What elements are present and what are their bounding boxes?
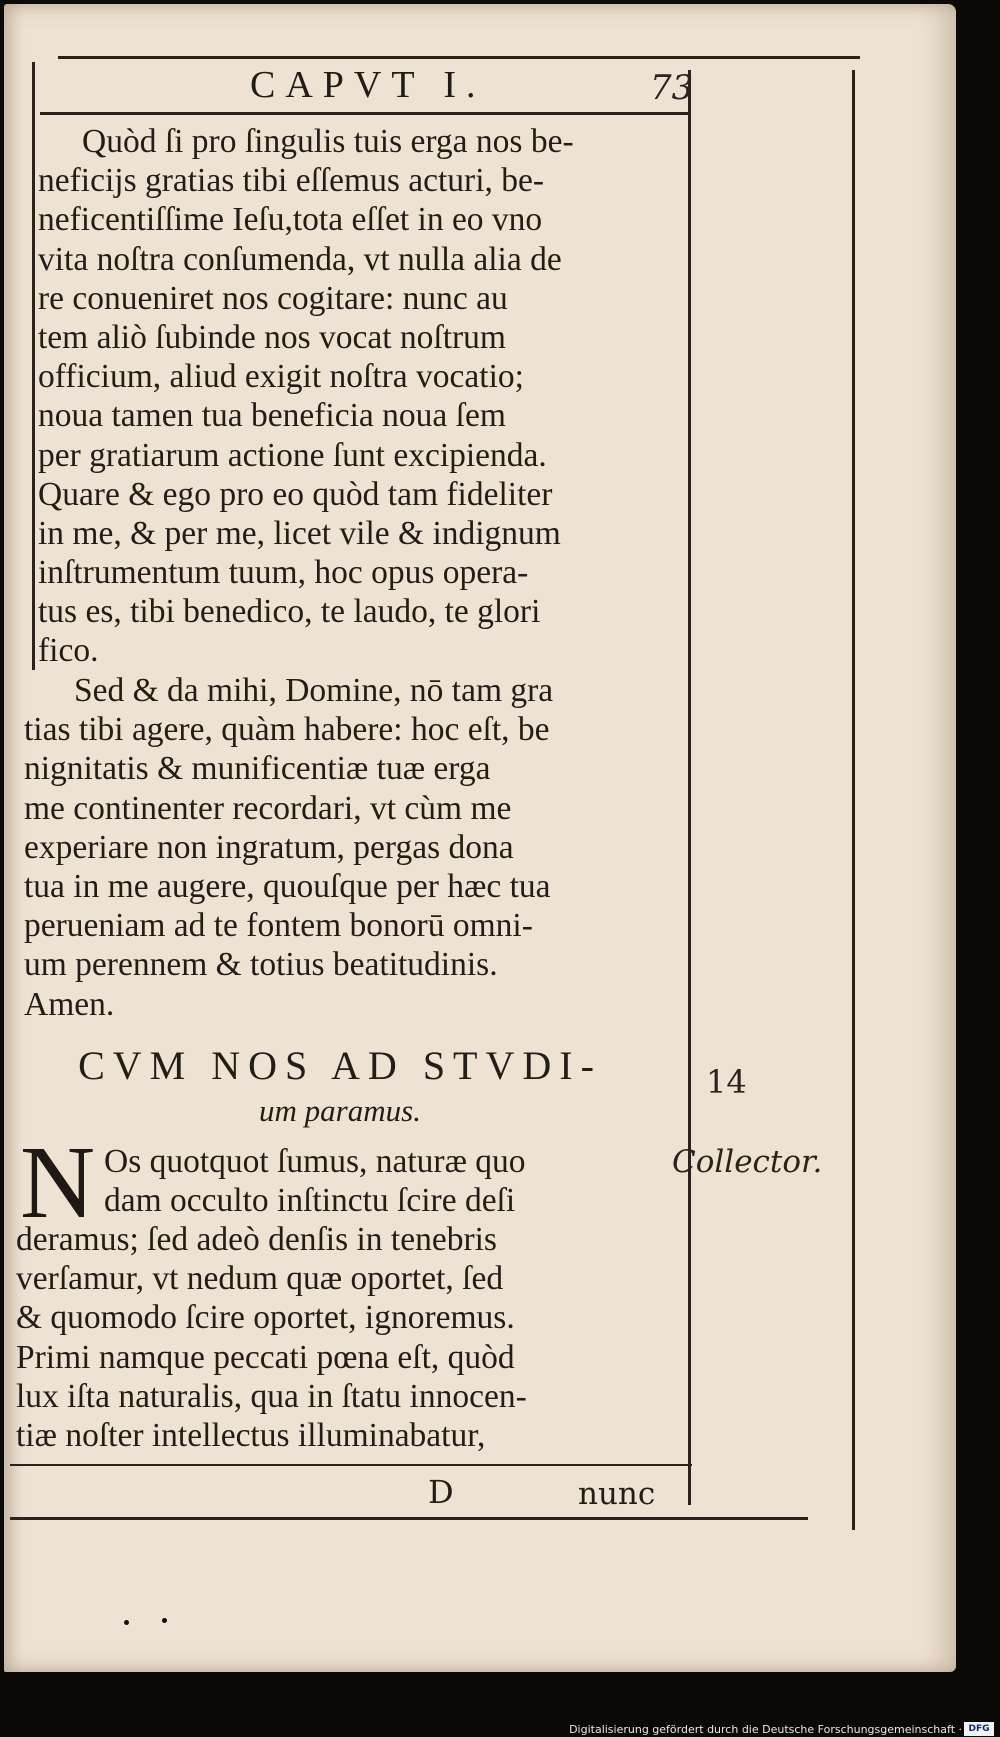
- signature-mark: D: [428, 1473, 454, 1511]
- margin-right-frame-line: [852, 70, 855, 1530]
- catchword: nunc: [578, 1476, 656, 1512]
- paper-specks: [120, 1616, 180, 1632]
- text-line: officium, aliud exigit noſtra vocatio;: [38, 358, 524, 396]
- text-line: inſtrumentum tuum, hoc opus opera-: [38, 554, 529, 592]
- text-line: neficentiſſime Ieſu,tota eſſet in eo vno: [38, 201, 543, 239]
- text-line: & quomodo ſcire oportet, ignoremus.: [16, 1299, 515, 1337]
- margin-note: Collector.: [672, 1144, 823, 1180]
- text-line: Os quotquot ſumus, naturæ quo: [104, 1143, 526, 1180]
- text-line: um perennem & totius beatitudinis.: [24, 946, 498, 984]
- header-rule: [40, 112, 690, 115]
- text-line: per gratiarum actione ſunt excipienda.: [38, 436, 547, 474]
- running-title: CAPVT I.: [250, 64, 486, 106]
- left-frame-line: [32, 62, 35, 670]
- text-line: neficijs gratias tibi eſſemus acturi, be-: [38, 162, 545, 200]
- text-line: tias tibi agere, quàm habere: hoc eſt, be: [24, 711, 550, 749]
- footer-rule: [10, 1464, 692, 1466]
- text-line: dam occulto inſtinctu ſcire deſi: [104, 1182, 516, 1220]
- text-line: deramus; ſed adeò denſis in tenebris: [16, 1221, 497, 1258]
- text-line: in me, & per me, licet vile & indignum: [38, 514, 561, 552]
- paragraph-2: [24, 671, 688, 1024]
- text-line: Quare & ego pro eo quòd tam fideliter: [38, 475, 553, 513]
- text-line: re conueniret nos cogitare: nunc au: [38, 279, 508, 317]
- text-line: vita noſtra conſumenda, vt nulla alia de: [38, 240, 562, 278]
- text-line: experiare non ingratum, pergas dona: [24, 828, 514, 866]
- section-heading-subtitle: um paramus.: [259, 1093, 421, 1128]
- text-line: Primi namque peccati pœna eſt, quòd: [16, 1338, 515, 1376]
- bottom-rule: [10, 1517, 808, 1520]
- text-right-frame-line: [688, 70, 691, 1505]
- text-line: verſamur, vt nedum quæ oportet, ſed: [16, 1260, 504, 1298]
- text-line: lux iſta naturalis, qua in ſtatu innocen-: [16, 1377, 527, 1415]
- speck: [162, 1618, 167, 1623]
- dfg-logo: DFG: [964, 1722, 994, 1736]
- margin-number: 14: [706, 1063, 747, 1101]
- speck: [124, 1620, 129, 1625]
- paragraph-3: [16, 1220, 688, 1455]
- text-line: Sed & da mihi, Domine, nō tam gra: [74, 672, 554, 709]
- text-line: nignitatis & munificentiæ tuæ erga: [24, 750, 491, 788]
- paragraph-1: [38, 122, 688, 671]
- text-line: tua in me augere, quouſque per hæc tua: [24, 867, 551, 905]
- paragraph-3-indented: [104, 1142, 684, 1220]
- page-number: 73: [650, 68, 694, 108]
- text-line: tiæ noſter intellectus illuminabatur,: [16, 1416, 486, 1454]
- top-rule: [58, 56, 860, 59]
- text-line: fico.: [38, 632, 99, 670]
- text-line: tem aliò ſubinde nos vocat noſtrum: [38, 318, 506, 356]
- text-line: me continenter recordari, vt cùm me: [24, 789, 512, 827]
- digitization-credit: Digitalisierung gefördert durch die Deutsche Forschungsgemeinschaft ·: [569, 1723, 962, 1736]
- drop-cap: N: [20, 1125, 96, 1240]
- text-line: Amen.: [24, 985, 115, 1023]
- text-line: tus es, tibi benedico, te laudo, te glori: [38, 593, 541, 631]
- text-line: Quòd ſi pro ſingulis tuis erga nos be-: [82, 123, 574, 160]
- text-line: perueniam ad te fontem bonorū omni-: [24, 907, 533, 945]
- section-heading: CVM NOS AD STVDI-: [78, 1043, 602, 1088]
- text-line: noua tamen tua beneficia noua ſem: [38, 397, 506, 435]
